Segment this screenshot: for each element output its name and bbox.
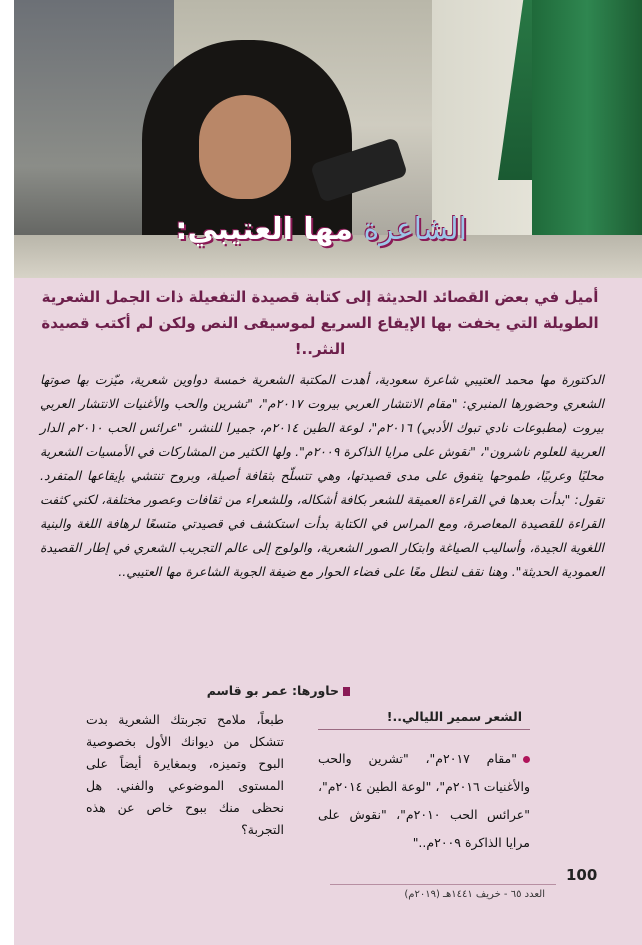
intro-paragraph: الدكتورة مها محمد العتيبي شاعرة سعودية، أهدت المكتبة الشعرية خمسة دواوين شعرية، ميّزت بها صوتها الشعري وحضورها المنبري: "مقام الانتشار العربي بيروت ٢٠١٧م"، "تشرين والحب والأغنيات الانتشار العربي بيروت (مطبوعات نادي تبوك الأدبي) ٢٠١٦م"، لوعة الطين ٢٠١٤م، جميرا للنشر، "عرائس الحب ٢٠١٠م الدار العربية للعلوم ناشرون"، "نقوش على مرايا الذاكرة ٢٠٠٩م". ولها الكثير من المشاركات في الأمسيات الشعرية محليًا وعربيًا، طموحها يتفوق على مدى قصيدتها، وهي تتسلّح بثقافة أصيلة، وبروح تنتشي بإيقاعها المتفرد. تقول: "بدأت بعدها في القراءة العميقة للشعر بكافة أشكاله، وللشعراء من ثقافات وعصور مختلفة، لكني كثفت القراءة للقصيدة المعاصرة، ومع المراس في الكتابة بدأت استكشف في قصيدتي متسعًا لرهافة اللغة والبنية اللغوية الجيدة، وأساليب الصياغة وابتكار الصور الشعرية، والولوج إلى عالم التجريب الشعري في إطار القصيدة العمودية الحديثة". وهنا نقف لنطل معًا على فضاء الحوار مع ضيفة الجوبة الشاعرة مها العتيبي.. [40, 372, 605, 579]
issue-info: العدد ٦٥ - خريف ١٤٤١هـ (٢٠١٩م) [404, 889, 545, 900]
byline-text: حاورها: عمر بو قاسم [206, 683, 339, 698]
article-title [175, 212, 467, 247]
section-heading: الشعر سمير الليالي..! [386, 709, 522, 724]
poet-face [199, 95, 291, 199]
works-list [318, 745, 530, 857]
headline-quote: أميل في بعض القصائد الحديثة إلى كتابة قصيدة التفعيلة ذات الجمل الشعرية الطويلة التي يخفت بها الإيقاع السريع لموسيقى النص ولكن لم أكتب قصيدة النثر..! [41, 288, 599, 358]
bullet-dot-icon [523, 756, 530, 763]
title-prefix: الشاعرة [363, 212, 467, 247]
byline [207, 683, 350, 698]
bullet-square-icon [343, 687, 350, 696]
works-list-text: "مقام ٢٠١٧م"، "تشرين والحب والأغنيات ٢٠١٦م"، "لوعة الطين ٢٠١٤م"، "عرائس الحب ٢٠١٠م"، "نقوش على مرايا الذاكرة ٢٠٠٩م.." [318, 751, 530, 850]
section-divider [318, 729, 530, 730]
question-paragraph: طبعاً، ملامح تجربتك الشعرية بدت تتشكل من ديوانك الأول بخصوصية البوح وتميزه، وبمغايرة أيضاً على المستوى الموضوعي والفني. هل نحظى منك ببوح خاص عن هذه التجربة؟ [86, 712, 284, 837]
title-name: مها العتيبي: [175, 212, 353, 247]
page-number: 100 [566, 866, 598, 884]
footer-divider [330, 884, 556, 885]
